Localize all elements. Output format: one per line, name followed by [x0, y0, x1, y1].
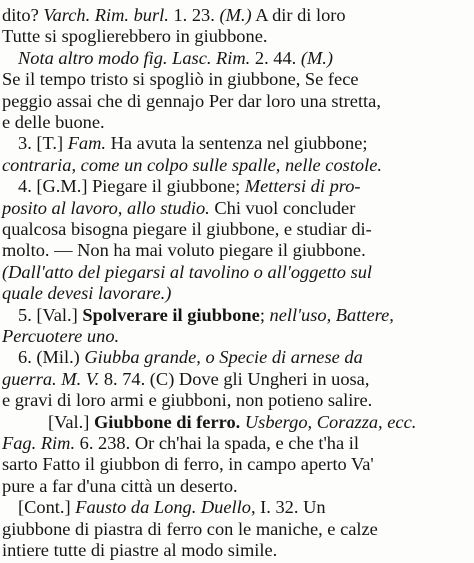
line-content — [2, 67, 359, 91]
text-line — [0, 110, 474, 134]
text-span: 4. [G.M.] Piegare il giubbone; — [18, 176, 245, 197]
text-span: 8. 74. (C) Dove gli Ungheri in uosa, — [99, 368, 370, 389]
italic-text: (M.) — [219, 5, 252, 25]
text-span: e delle buone. — [2, 112, 105, 132]
text-line — [0, 89, 474, 113]
italic-text: Fausto da Long. Duello — [75, 497, 251, 518]
italic-text: Fam. — [67, 133, 107, 154]
text-span: 6. 238. Or ch'hai la spada, e che t'ha il — [75, 433, 359, 453]
text-span: qualcosa bisogna piegare il giubbone, e studiar di- — [2, 219, 372, 239]
text-span: molto. — Non ha mai voluto piegare il giubbone. — [2, 240, 366, 261]
italic-text: Nota altro modo fig. Lasc. Rim. — [18, 47, 251, 68]
text-line — [0, 238, 474, 262]
text-line — [0, 131, 474, 155]
text-span: Tutte si spoglierebbero in giubbone. — [2, 26, 268, 47]
text-line — [0, 388, 474, 412]
text-line — [0, 24, 474, 48]
line-content — [2, 474, 238, 498]
text-line — [0, 538, 474, 562]
text-line — [0, 153, 474, 177]
bold-text: Giubbone di ferro. — [93, 411, 241, 432]
line-content — [2, 89, 381, 113]
text-line — [0, 410, 474, 434]
line-content — [18, 131, 367, 155]
text-span: 2. 44. — [250, 47, 301, 68]
text-span: A dir di loro — [251, 5, 346, 25]
text-line — [0, 3, 474, 27]
italic-text: Mettersi di pro- — [244, 176, 361, 197]
text-span: pure a far d'una città un deserto. — [2, 475, 238, 496]
line-content — [2, 153, 382, 177]
text-line — [0, 324, 474, 348]
italic-text: nell'uso, Battere, — [269, 304, 394, 325]
text-span: , I. 32. Un — [250, 497, 326, 518]
text-span: Chi vuol concluder — [209, 197, 356, 218]
line-content — [2, 517, 378, 541]
text-span: peggio assai che di gennajo Per dar loro una stretta, — [2, 90, 381, 111]
text-span: dito? — [2, 5, 44, 25]
text-span: e gravi di loro armi e giubboni, non potieno salire. — [2, 390, 373, 411]
line-content — [2, 196, 355, 220]
line-content — [2, 324, 119, 348]
line-content — [2, 281, 171, 305]
text-line — [0, 303, 474, 327]
bold-text: Spolverare il giubbone — [82, 304, 260, 325]
italic-text: (Dall'atto del piegarsi al tavolino o all'oggetto sul — [2, 261, 373, 282]
text-line — [0, 474, 474, 498]
text-line — [0, 217, 474, 241]
text-span: [Val.] — [48, 411, 94, 432]
italic-text: quale devesi lavorare.) — [2, 283, 172, 304]
text-span: intiere tutte di piastre al modo simile. — [2, 540, 278, 560]
text-line — [0, 517, 474, 541]
text-line — [0, 281, 474, 305]
text-span: 1. 23. — [168, 5, 220, 25]
line-content — [2, 431, 359, 455]
line-content — [2, 3, 346, 27]
line-content — [2, 452, 374, 476]
text-span: Se il tempo tristo si spogliò in giubbone, Se fece — [2, 69, 359, 90]
italic-text: Usbergo, Corazza, ecc. — [244, 411, 417, 432]
line-content — [2, 388, 372, 412]
line-content — [18, 345, 363, 369]
text-span: 3. [T.] — [18, 133, 68, 154]
italic-text: Varch. Rim. burl. — [43, 5, 169, 25]
text-span: [Cont.] — [18, 497, 76, 518]
text-line — [0, 260, 474, 284]
line-content — [2, 110, 105, 134]
text-line — [0, 345, 474, 369]
text-span: giubbone di piastra di ferro con le maniche, e calze — [2, 518, 378, 539]
line-content — [18, 495, 326, 519]
line-content — [18, 303, 394, 327]
text-line — [0, 367, 474, 391]
line-content — [2, 260, 372, 284]
text-line — [0, 452, 474, 476]
line-content — [2, 217, 372, 241]
text-line — [0, 67, 474, 91]
line-content — [48, 410, 416, 434]
text-span: Ha avuta la sentenza nel giubbone; — [106, 133, 368, 154]
italic-text: Fag. Rim. — [2, 433, 76, 453]
line-content — [18, 174, 361, 198]
line-content — [2, 538, 277, 562]
italic-text: posito al lavoro, allo studio. — [2, 197, 210, 218]
italic-text: (M.) — [300, 47, 334, 68]
line-content — [2, 238, 366, 262]
italic-text: Giubba grande, o Specie di arnese da — [84, 347, 363, 368]
text-span: 5. [Val.] — [18, 304, 83, 325]
text-line — [0, 174, 474, 198]
text-line — [0, 431, 474, 455]
line-content — [18, 46, 333, 70]
text-span: 6. (Mil.) — [18, 347, 85, 368]
italic-text: Percuotere uno. — [2, 326, 120, 346]
italic-text: contraria, come un colpo sulle spalle, nelle costole. — [2, 154, 382, 175]
text-line — [0, 46, 474, 70]
text-line — [0, 196, 474, 220]
text-span: sarto Fatto il giubbon di ferro, in campo aperto Va' — [2, 454, 374, 475]
text-span: ; — [259, 304, 270, 325]
line-content — [2, 367, 369, 391]
italic-text: guerra. M. V. — [2, 368, 100, 389]
text-line — [0, 495, 474, 519]
line-content — [2, 24, 267, 48]
